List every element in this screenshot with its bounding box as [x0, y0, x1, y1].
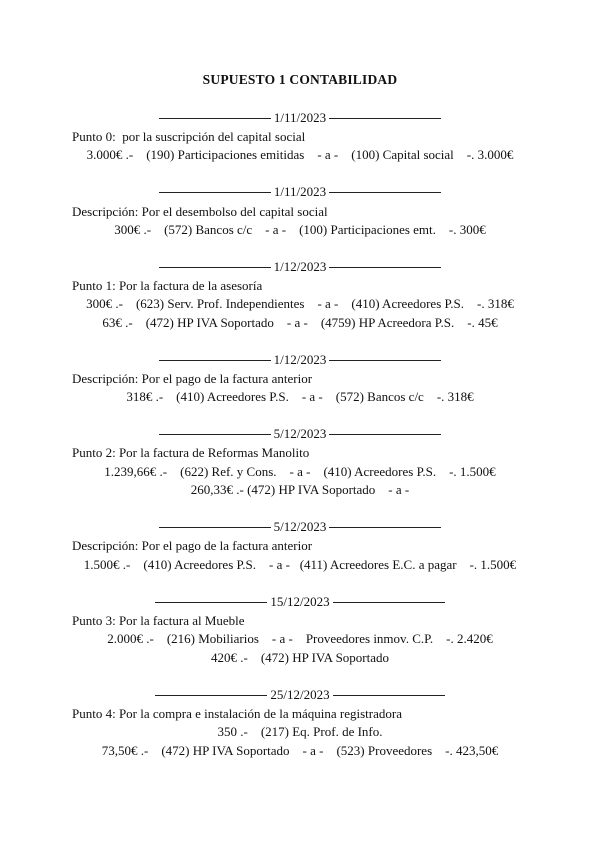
separator-rule-right: [333, 695, 445, 696]
journal-line: 1.239,66€ .- (622) Ref. y Cons. - a - (410) Acreedores P.S. -. 1.500€: [104, 464, 496, 479]
separator-rule-right: [329, 118, 441, 119]
journal-line: 300€ .- (623) Serv. Prof. Independientes - a - (410) Acreedores P.S. -. 318€: [86, 296, 514, 311]
date-separator: [0, 184, 600, 200]
entry-description: Descripción: Por el desembolso del capital social: [72, 204, 328, 219]
entry-date: 15/12/2023: [270, 594, 330, 609]
separator-rule-left: [159, 527, 271, 528]
separator-rule-left: [159, 192, 271, 193]
separator-rule-left: [159, 434, 271, 435]
separator-rule-right: [329, 192, 441, 193]
entry-date: 1/12/2023: [273, 352, 327, 367]
separator-rule-right: [329, 360, 441, 361]
entry-date: 5/12/2023: [273, 426, 327, 441]
date-separator: [0, 259, 600, 275]
entry-description: Punto 2: Por la factura de Reformas Manolito: [72, 445, 310, 460]
entry-date: 25/12/2023: [270, 687, 330, 702]
entry-date: 5/12/2023: [273, 519, 327, 534]
journal-line: 73,50€ .- (472) HP IVA Soportado - a - (523) Proveedores -. 423,50€: [101, 743, 499, 758]
separator-rule-right: [329, 267, 441, 268]
journal-line: 318€ .- (410) Acreedores P.S. - a - (572) Bancos c/c -. 318€: [126, 389, 474, 404]
entry-description: Descripción: Por el pago de la factura anterior: [72, 371, 313, 386]
separator-rule-left: [159, 360, 271, 361]
date-separator: [0, 110, 600, 126]
date-separator: [0, 352, 600, 368]
entry-date: 1/11/2023: [273, 110, 327, 125]
separator-rule-right: [329, 434, 441, 435]
journal-line: 420€ .- (472) HP IVA Soportado: [210, 650, 390, 665]
date-separator: [0, 426, 600, 442]
page-title: SUPUESTO 1 CONTABILIDAD: [202, 72, 398, 87]
separator-rule-left: [155, 695, 267, 696]
journal-line: 350 .- (217) Eq. Prof. de Info.: [217, 724, 383, 739]
entry-description: Punto 0: por la suscripción del capital social: [72, 129, 306, 144]
separator-rule-left: [159, 118, 271, 119]
entry-description: Descripción: Por el pago de la factura anterior: [72, 538, 313, 553]
entry-date: 1/11/2023: [273, 184, 327, 199]
date-separator: [0, 594, 600, 610]
journal-line: 3.000€ .- (190) Participaciones emitidas - a - (100) Capital social -. 3.000€: [86, 147, 514, 162]
separator-rule-left: [159, 267, 271, 268]
separator-rule-right: [333, 602, 445, 603]
journal-line: 300€ .- (572) Bancos c/c - a - (100) Participaciones emt. -. 300€: [114, 222, 486, 237]
journal-line: 1.500€ .- (410) Acreedores P.S. - a - (411) Acreedores E.C. a pagar -. 1.500€: [83, 557, 517, 572]
separator-rule-right: [329, 527, 441, 528]
date-separator: [0, 519, 600, 535]
journal-line: 260,33€ .- (472) HP IVA Soportado - a -: [190, 482, 410, 497]
entry-description: Punto 4: Por la compra e instalación de la máquina registradora: [72, 706, 402, 721]
separator-rule-left: [155, 602, 267, 603]
journal-line: 2.000€ .- (216) Mobiliarios - a - Proveedores inmov. C.P. -. 2.420€: [107, 631, 493, 646]
entry-date: 1/12/2023: [273, 259, 327, 274]
date-separator: [0, 687, 600, 703]
entry-description: Punto 3: Por la factura al Mueble: [72, 613, 245, 628]
entry-description: Punto 1: Por la factura de la asesoría: [72, 278, 263, 293]
journal-line: 63€ .- (472) HP IVA Soportado - a - (4759) HP Acreedora P.S. -. 45€: [102, 315, 498, 330]
